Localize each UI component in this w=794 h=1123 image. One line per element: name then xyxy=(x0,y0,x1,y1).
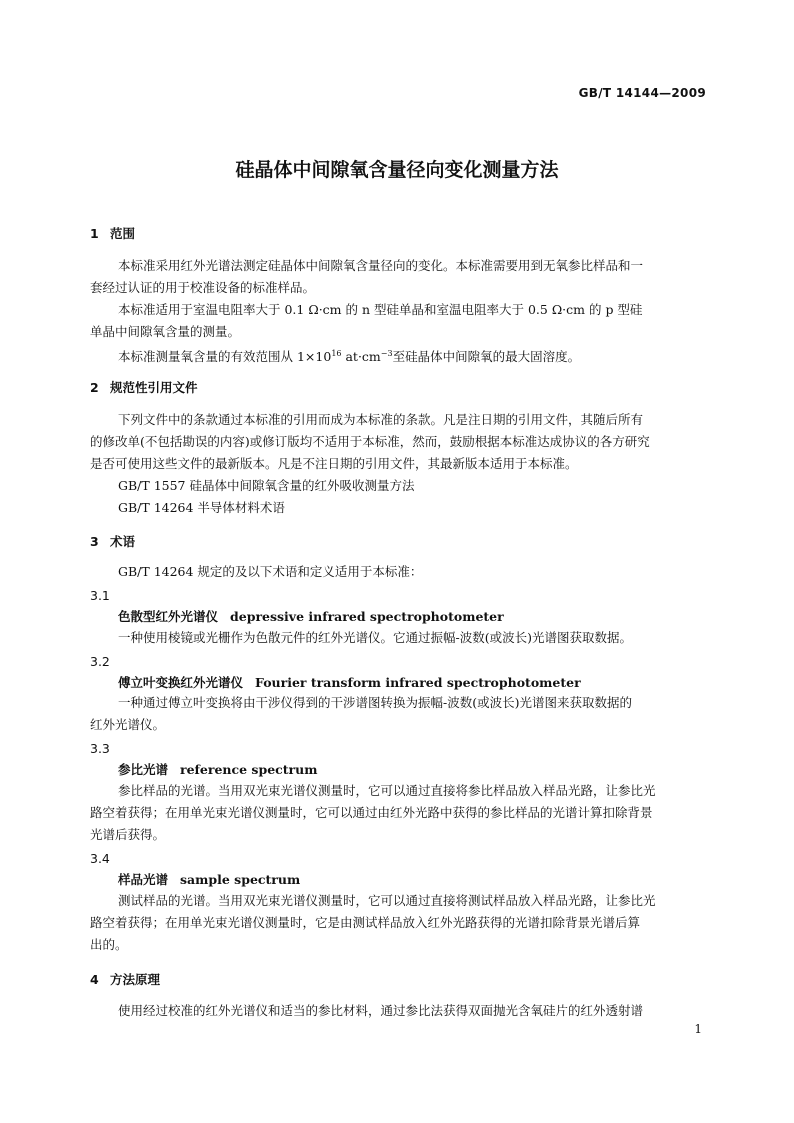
term-number: 3.4 xyxy=(90,851,110,866)
superscript: 16 xyxy=(331,349,342,358)
paragraph-line: 套经过认证的用于校准设备的标准样品。 xyxy=(90,280,316,295)
section-number: 2 xyxy=(90,380,99,395)
term-en: sample spectrum xyxy=(180,872,301,887)
paragraph-line: 参比样品的光谱。当用双光束光谱仪测量时，它可以通过直接将参比样品放入样品光路，让参比光 xyxy=(118,783,656,798)
section-3-heading xyxy=(90,532,135,550)
reference-item: GB/T 14264 半导体材料术语 xyxy=(118,500,285,515)
term-number: 3.3 xyxy=(90,741,110,756)
term-number: 3.1 xyxy=(90,588,110,603)
term-heading xyxy=(118,607,504,625)
term-heading xyxy=(118,673,581,691)
section-title: 方法原理 xyxy=(110,972,161,987)
text-span: at·cm xyxy=(341,349,381,365)
text-span: 至硅晶体中间隙氧的最大固溶度。 xyxy=(392,349,581,365)
paragraph-line: 本标准采用红外光谱法测定硅晶体中间隙氧含量径向的变化。本标准需要用到无氧参比样品和一 xyxy=(118,258,644,273)
section-title: 范围 xyxy=(110,226,136,241)
term-heading xyxy=(118,870,300,888)
paragraph-line: 一种使用棱镜或光栅作为色散元件的红外光谱仪。它通过振幅-波数(或波长)光谱图获取数据。 xyxy=(118,630,632,645)
term-en: reference spectrum xyxy=(180,762,318,777)
paragraph-line: 光谱后获得。 xyxy=(90,827,166,842)
reference-item: GB/T 1557 硅晶体中间隙氧含量的红外吸收测量方法 xyxy=(118,478,415,493)
paragraph-line: 是否可使用这些文件的最新版本。凡是不注日期的引用文件，其最新版本适用于本标准。 xyxy=(90,456,578,471)
paragraph-line: 路空着获得；在用单光束光谱仪测量时，它可以通过由红外光路中获得的参比样品的光谱计算扣除背景 xyxy=(90,805,653,820)
term-zh: 色散型红外光谱仪 xyxy=(118,609,219,624)
section-4-heading xyxy=(90,970,160,988)
term-zh: 傅立叶变换红外光谱仪 xyxy=(118,675,244,690)
paragraph-line: 使用经过校准的红外光谱仪和适当的参比材料，通过参比法获得双面抛光含氧硅片的红外透射谱 xyxy=(118,1003,644,1018)
paragraph-line: 单晶中间隙氧含量的测量。 xyxy=(90,324,241,339)
text-span: 本标准测量氧含量的有效范围从 1×10 xyxy=(118,349,332,365)
term-zh: 参比光谱 xyxy=(118,762,169,777)
paragraph-line: 本标准适用于室温电阻率大于 0.1 Ω·cm 的 n 型硅单晶和室温电阻率大于 0.5 Ω·cm 的 p 型硅 xyxy=(118,302,643,317)
paragraph-line: 下列文件中的条款通过本标准的引用而成为本标准的条款。凡是注日期的引用文件，其随后所有 xyxy=(118,412,644,427)
section-title: 规范性引用文件 xyxy=(110,380,198,395)
term-number: 3.2 xyxy=(90,654,110,669)
superscript: −3 xyxy=(380,349,393,358)
page-title: 硅晶体中间隙氧含量径向变化测量方法 xyxy=(235,159,559,181)
section-1-heading xyxy=(90,224,135,242)
paragraph-line: 出的。 xyxy=(90,937,128,952)
paragraph-line: 测试样品的光谱。当用双光束光谱仪测量时，它可以通过直接将测试样品放入样品光路，让参比光 xyxy=(118,893,656,908)
section-number: 4 xyxy=(90,972,99,987)
term-heading xyxy=(118,760,317,778)
section-number: 3 xyxy=(90,534,99,549)
term-en: Fourier transform infrared spectrophotometer xyxy=(255,675,581,690)
paragraph-line xyxy=(118,343,580,368)
section-title: 术语 xyxy=(110,534,136,549)
paragraph-line: GB/T 14264 规定的及以下术语和定义适用于本标准： xyxy=(118,564,423,579)
term-zh: 样品光谱 xyxy=(118,872,169,887)
section-number: 1 xyxy=(90,226,99,241)
page-number: 1 xyxy=(694,1022,702,1036)
paragraph-line: 一种通过傅立叶变换将由干涉仪得到的干涉谱图转换为振幅-波数(或波长)光谱图来获取数据的 xyxy=(118,695,632,710)
term-en: depressive infrared spectrophotometer xyxy=(230,609,504,624)
standard-code: GB/T 14144—2009 xyxy=(578,86,706,100)
paragraph-line: 的修改单(不包括勘误的内容)或修订版均不适用于本标准，然而，鼓励根据本标准达成协议的各方研究 xyxy=(90,434,650,449)
paragraph-line: 路空着获得；在用单光束光谱仪测量时，它是由测试样品放入红外光路获得的光谱扣除背景光谱后算 xyxy=(90,915,641,930)
paragraph-line: 红外光谱仪。 xyxy=(90,717,166,732)
section-2-heading xyxy=(90,378,198,396)
